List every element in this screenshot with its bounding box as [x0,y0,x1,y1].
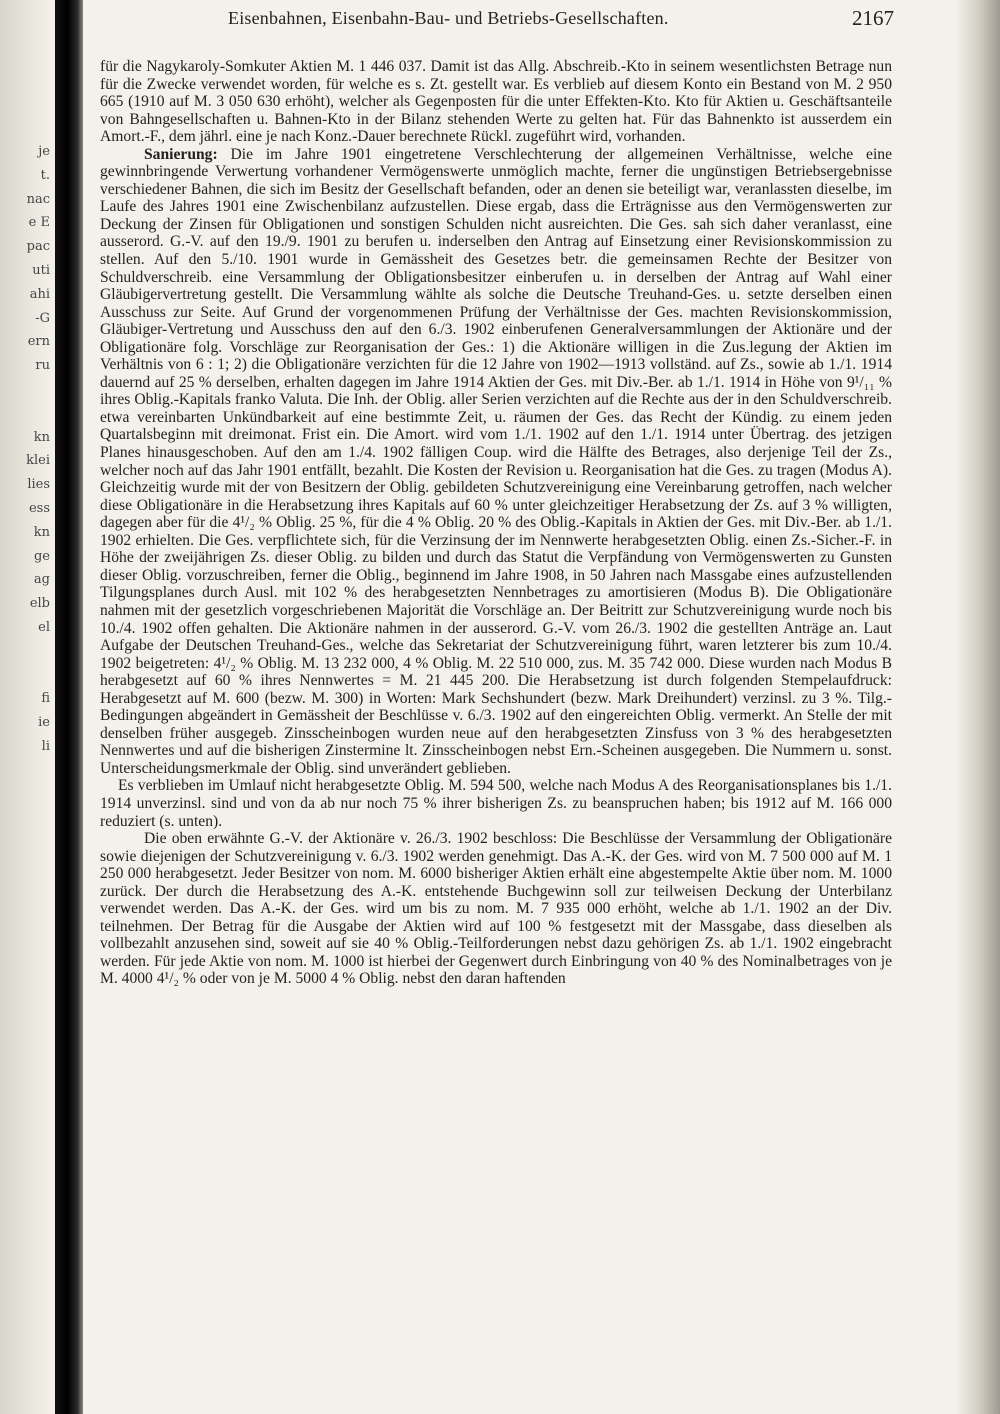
paragraph: Die oben erwähnte G.-V. der Aktionäre v. 26./3. 1902 beschloss: Die Beschlüsse der Versammlung der Obligationäre sowie diejenigen der Schutzvereinigung v. 6./3. 1902 werden genehmigt. Das A.-K. der Ges. wird von M. 7 500 000 auf M. 1 250 000 herabgesetzt. Jeder Besitzer von nom. M. 6000 bisheriger Aktien erhält eine abgestempelte Aktie über nom. M. 1000 zurück. Der durch die Herabsetzung des A.-K. entstehende Buchgewinn soll zur teilweisen Deckung der Unterbilanz verwendet werden. Das A.-K. der Ges. wird um bis zu nom. M. 7 935 000 erhöht, welche ab 1./1. 1902 an der Div. teilnehmen. Der Betrag für die Ausgabe der Aktien wird auf 100 % festgesetzt mit der Massgabe, dass dieselben als vollbezahlt anzusehen sind, soweit auf sie 40 % Oblig.-Teilforderungen nebst dazu gehörigen Zs. ab 1./1. 1902 eingebracht werden. Für jede Aktie von nom. M. 1000 ist hierbei der Gegenwert durch Einbringung von 40 % des Nominalbetrages von je M. 4000 4¹/₂ % oder von je M. 5000 4 % Oblig. nebst den daran haftenden [100,830,892,988]
fragment: ag [33,572,50,588]
paragraph-sanierung [100,146,892,778]
running-header [100,8,900,32]
fragment: nac [26,191,50,207]
fragment: t. [40,167,50,183]
book-spine-shadow [55,0,83,1414]
fragment: uti [32,262,50,278]
fragment: ie [38,715,50,731]
paragraph-text: Die im Jahre 1901 eingetretene Verschlechterung der allgemeinen Verhältnisse, welche eine gewinnbringende Verwertung vorhandener Vermögenswerte unmöglich machte, ferner die ungünstigen Betriebsergebnisse verschiedener Bahnen, die sich im Besitz der Gesellschaft befanden, oder an denen sie beteiligt war, veranlassten dieselbe, im Laufe des Jahres 1901 eine Zwischenbilanz aufzustellen. Diese ergab, dass die Erträgnisse aus den Vermögenswerten zur Deckung der Zinsen für Obligationen und sonstigen Schulden nicht ausreichten. Die Ges. sah sich daher veranlasst, eine ausserord. G.-V. auf den 19./9. 1901 zu berufen u. inderselben den Antrag auf Einsetzung einer Revisionskommission zu stellen. Auf den 5./10. 1901 wurde in Gemässheit des Gesetzes betr. die gemeinsamen Rechte der Besitzer von Schuldverschreib. eine Versammlung der Obligationsbesitzer einberufen u. in derselben der Antrag auf Wahl einer Gläubigervertretung gestellt. Die Versammlung wählte als solche die Deutsche Treuhand-Ges. u. setzte derselben einen Ausschuss zur Seite. Auf Grund der vorgenommenen Prüfung der Verhältnisse der Ges. machten Revisionskommission, Gläubiger-Vertretung und Ausschuss den auf den 6./3. 1902 einberufenen Generalversammlungen der Aktionäre und der Obligationäre folg. Vorschläge zur Reorganisation der Ges.: 1) die Aktionäre willigen in die Zus.legung der Aktien im Verhältnis von 6 : 1; 2) die Obligationäre verzichten für die 12 Jahre von 1902—1913 vollständ. auf Zs., sowie ab 1./1. 1914 dauernd auf 25 % derselben, erhalten dagegen im Jahre 1914 Aktien der Ges. mit Div.-Ber. ab 1./1. 1914 in Höhe von 9¹/₁₁ % ihres Oblig.-Kapitals franko Valuta. Die Inh. der Oblig. aller Serien verzichten auf die Rechte aus der in den Schuldverschreib. etwa vereinbarten Unkündbarkeit auf eine bestimmte Zeit, u. räumen der Ges. das Recht der Kündig. zu einem jeden Quartalsbeginn mit dreimonat. Frist ein. Die Amort. wird vom 1./1. 1902 auf den 1./1. 1914 unter Übertrag. des jetzigen Planes hinausgeschoben. Auf den am 1./4. 1902 fälligen Coup. wird die Hälfte des Betrages, also derjenige Teil der Zs., welcher noch auf das Jahr 1901 entfällt, bezahlt. Die Kosten der Revision u. Reorganisation hat die Ges. zu tragen (Modus A). Gleichzeitig wurde mit der von Besitzern der Oblig. gebildeten Schutzvereinigung eine Vereinbarung getroffen, nach welcher diese Obligationäre in die Herabsetzung ihres Kapitals auf 60 % unter gleichzeitiger Herabsetzung der Zs. auf 3 % willigten, dagegen aber für die 4¹/₂ % Oblig. 25 %, für die 4 % Oblig. 20 % des Oblig.-Kapitals in Aktien der Ges. mit Div.-Ber. ab 1./1. 1902 erhielten. Die Ges. verpflichtete sich, für die Verzinsung der im Nennwerte herabgesetzten Oblig. einen Zs.-Sicher.-F. in Höhe der zweijährigen Zs. dieser Oblig. zu bilden und durch das Statut die Verpfändung von Vermögenswerten zu Gunsten dieser Oblig. vorzuschreiben, ferner die Oblig., beginnend im Jahre 1908, in 50 Jahren nach Massgabe eines aufzustellenden Tilgungsplanes durch Ausl. mit 102 % des herabgesetzten Nennbetrages zu amortisieren (Modus B). Die Obligationäre nahmen mit der gesetzlich vorgeschriebenen Majorität die Vorschläge an. Der Beitritt zur Schutzvereinigung wurde noch bis 10./4. 1902 offen gehalten. Die Aktionäre nahmen in der ausserord. G.-V. vom 26./3. 1902 die gestellten Anträge an. Laut Aufgabe der Deutschen Treuhand-Ges., welche das Sekretariat der Schutzvereinigung führt, waren letzterer bis zum 10./4. 1902 beigetreten: 4¹/₂ % Oblig. M. 13 232 000, 4 % Oblig. M. 22 510 000, zus. M. 35 742 000. Diese wurden nach Modus B herabgesetzt auf 60 % ihres Nennwertes = M. 21 445 200. Die Herabsetzung ist durch folgenden Stempelaufdruck: Herabgesetzt auf M. 600 (bezw. M. 300) in Worten: Mark Sechshundert (bezw. Mark Dreihundert) verzinsl. zu 3 %. Tilg.-Bedingungen abgeändert in Gemässheit der Beschlüsse v. 6./3. 1902 auf den eingereichten Oblig. vermerkt. An Stelle der mit denselben früher ausgegeb. Zinsscheinbogen wurden neue auf den herabgesetzten Zinsfuss von 3 % des herabgesetzten Nennwertes und auf die bisherigen Zinstermine lt. Zinsscheinbogen nebst Ern.-Scheinen ausgegeben. Die Nummern u. sonst. Unterscheidungsmerkmale der Oblig. sind unverändert geblieben. [100,145,892,777]
fragment: kn [33,429,50,445]
paragraph: Es verblieben im Umlauf nicht herabgesetzte Oblig. M. 594 500, welche nach Modus A des Reorganisationsplanes bis 1./1. 1914 unverzinsl. sind und von da ab nur noch 75 % ihrer bisherigen Zs. zu beanspruchen haben; bis 1912 auf M. 166 000 reduziert (s. unten). [100,777,892,830]
fragment: ern [27,334,50,350]
fragment: klei [26,453,50,469]
fragment: ahi [29,286,50,302]
fragment: elb [29,596,50,612]
fragment: fi [41,691,50,707]
adjacent-page-fragments [0,140,54,759]
fragment: li [41,738,50,754]
fragment: kn [33,524,50,540]
fragment [0,402,54,426]
fragment: ru [35,358,50,374]
fragment: je [38,144,50,159]
fragment: ge [33,548,50,564]
page-edge-shadow [956,0,1000,1414]
fragment: pac [26,239,50,255]
page-number: 2167 [852,6,894,30]
running-title: Eisenbahnen, Eisenbahn-Bau- und Betriebs-Gesellschaften. [228,8,669,28]
fragment [0,640,54,664]
fragment: lies [27,477,50,493]
fragment [0,378,54,402]
paragraph: für die Nagykaroly-Somkuter Aktien M. 1 446 037. Damit ist das Allg. Abschreib.-Kto in seinem wesentlichsten Betrage nun für die Zwecke verwendet worden, für welche es s. Zt. gestellt war. Es verblieb auf diesem Konto ein Bestand von M. 2 950 665 (1910 auf M. 3 050 630 erhöht), welcher als Gegenposten für die unter Effekten-Kto. Kto für Aktien u. Geschäftsanteile von Bahngesellschaften u. Bahnen-Kto in der Bilanz stehenden Werte zu gelten hat. Für das Bahnenkto ist ausserdem ein Amort.-F., dem jährl. eine je nach Konz.-Dauer berechnete Rückl. zugeführt wird, vorhanden. [100,58,892,146]
section-lead: Sanierung: [144,145,218,163]
fragment: -G [35,310,50,326]
fragment: e E [28,215,50,231]
fragment: el [38,619,50,635]
fragment: ess [28,500,50,516]
body-text [100,58,892,988]
fragment [0,664,54,688]
